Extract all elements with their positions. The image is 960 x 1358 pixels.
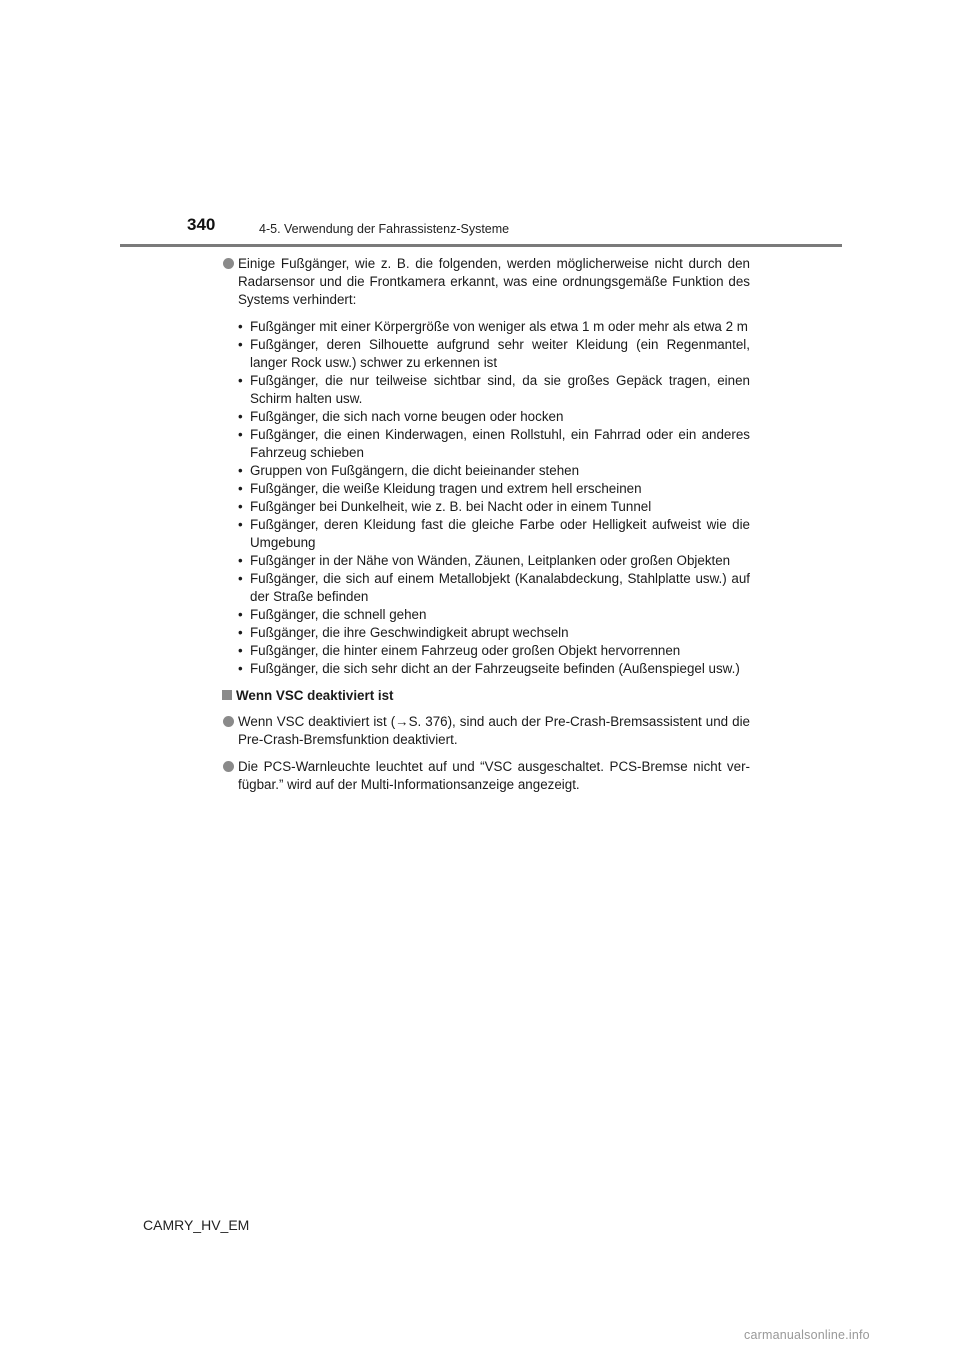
- square-bullet-icon: [222, 690, 232, 700]
- list-item: • Fußgänger, die einen Kinderwagen, einen Rollstuhl, ein Fahrrad oder ein anderes Fahrzeug schieben: [238, 427, 750, 460]
- model-code: CAMRY_HV_EM: [143, 1217, 250, 1233]
- vsc-item-1-text: Wenn VSC deaktiviert ist (→S. 376), sind auch der Pre-Crash-Bremsassistent und die Pre-Crash-Bremsfunktion deaktiviert.: [238, 714, 750, 747]
- bullet-icon: •: [238, 643, 243, 658]
- bullet-icon: •: [238, 319, 243, 334]
- bullet-icon: •: [238, 625, 243, 640]
- list-item: • Fußgänger, deren Kleidung fast die gleiche Farbe oder Helligkeit aufweist wie die Umgebung: [238, 517, 750, 550]
- vsc-heading: [222, 687, 750, 705]
- bullet-icon: •: [238, 499, 243, 514]
- list-item: • Fußgänger, die sich nach vorne beugen oder hocken: [238, 409, 564, 424]
- bullet-icon: •: [238, 337, 243, 352]
- list-item: • Fußgänger, die nur teilweise sichtbar sind, da sie großes Gepäck tragen, einen Schirm halten usw.: [238, 373, 750, 406]
- circle-bullet-icon: [223, 258, 234, 269]
- bullet-icon: •: [238, 463, 243, 478]
- list-item: • Fußgänger mit einer Körpergröße von weniger als etwa 1 m oder mehr als etwa 2 m: [238, 319, 748, 334]
- vsc-heading-text: Wenn VSC deaktiviert ist: [236, 688, 394, 703]
- list-item: • Fußgänger, die weiße Kleidung tragen und extrem hell erscheinen: [238, 481, 642, 496]
- bullet-icon: •: [238, 427, 243, 442]
- list-item: • Fußgänger, die sich sehr dicht an der Fahrzeugseite befinden (Außenspiegel usw.): [238, 661, 740, 676]
- list-item: • Gruppen von Fußgängern, die dicht beieinander stehen: [238, 463, 580, 478]
- bullet-icon: •: [238, 409, 243, 424]
- list-item: • Fußgänger, die ihre Geschwindigkeit abrupt wechseln: [238, 625, 569, 640]
- circle-bullet-icon: [223, 761, 234, 772]
- pedestrian-list: [236, 318, 750, 678]
- bullet-icon: •: [238, 481, 243, 496]
- bullet-icon: •: [238, 607, 243, 622]
- vsc-item-1: [222, 713, 750, 749]
- watermark: carmanualsonline.info: [744, 1328, 870, 1342]
- page-number: 340: [187, 215, 216, 234]
- list-item: • Fußgänger, deren Silhouette aufgrund sehr weiter Kleidung (ein Regenmantel, langer Rock usw.) schwer zu erkennen ist: [238, 337, 750, 370]
- bullet-icon: •: [238, 661, 243, 676]
- main-content: [222, 255, 750, 803]
- circle-bullet-icon: [223, 716, 234, 727]
- list-item: • Fußgänger, die sich auf einem Metallobjekt (Kanalabdeckung, Stahlplatte usw.) auf der Straße befinden: [238, 571, 750, 604]
- header-divider: [120, 244, 842, 247]
- vsc-item-2-text: Die PCS-Warnleuchte leuchtet auf und “VSC ausgeschaltet. PCS-Bremse nicht ver-fügbar.” wird auf der Multi-Informationsanzeige angezeigt.: [238, 759, 750, 792]
- list-item: • Fußgänger in der Nähe von Wänden, Zäunen, Leitplanken oder großen Objekten: [238, 553, 731, 568]
- intro-text: Einige Fußgänger, wie z. B. die folgenden, werden möglicherweise nicht durch den Radarsensor und die Frontkamera erkannt, was eine ordnungsgemäße Funktion des Systems verhindert:: [238, 256, 750, 307]
- bullet-icon: •: [238, 571, 243, 586]
- section-title: 4-5. Verwendung der Fahrassistenz-Systeme: [259, 222, 510, 236]
- list-item: • Fußgänger, die hinter einem Fahrzeug oder großen Objekt hervorrennen: [238, 643, 681, 658]
- list-item: • Fußgänger bei Dunkelheit, wie z. B. bei Nacht oder in einem Tunnel: [238, 499, 652, 514]
- bullet-icon: •: [238, 517, 243, 532]
- bullet-icon: •: [238, 373, 243, 388]
- intro-item: [222, 255, 750, 309]
- vsc-item-2: [222, 758, 750, 794]
- list-item: • Fußgänger, die schnell gehen: [238, 607, 427, 622]
- bullet-icon: •: [238, 553, 243, 568]
